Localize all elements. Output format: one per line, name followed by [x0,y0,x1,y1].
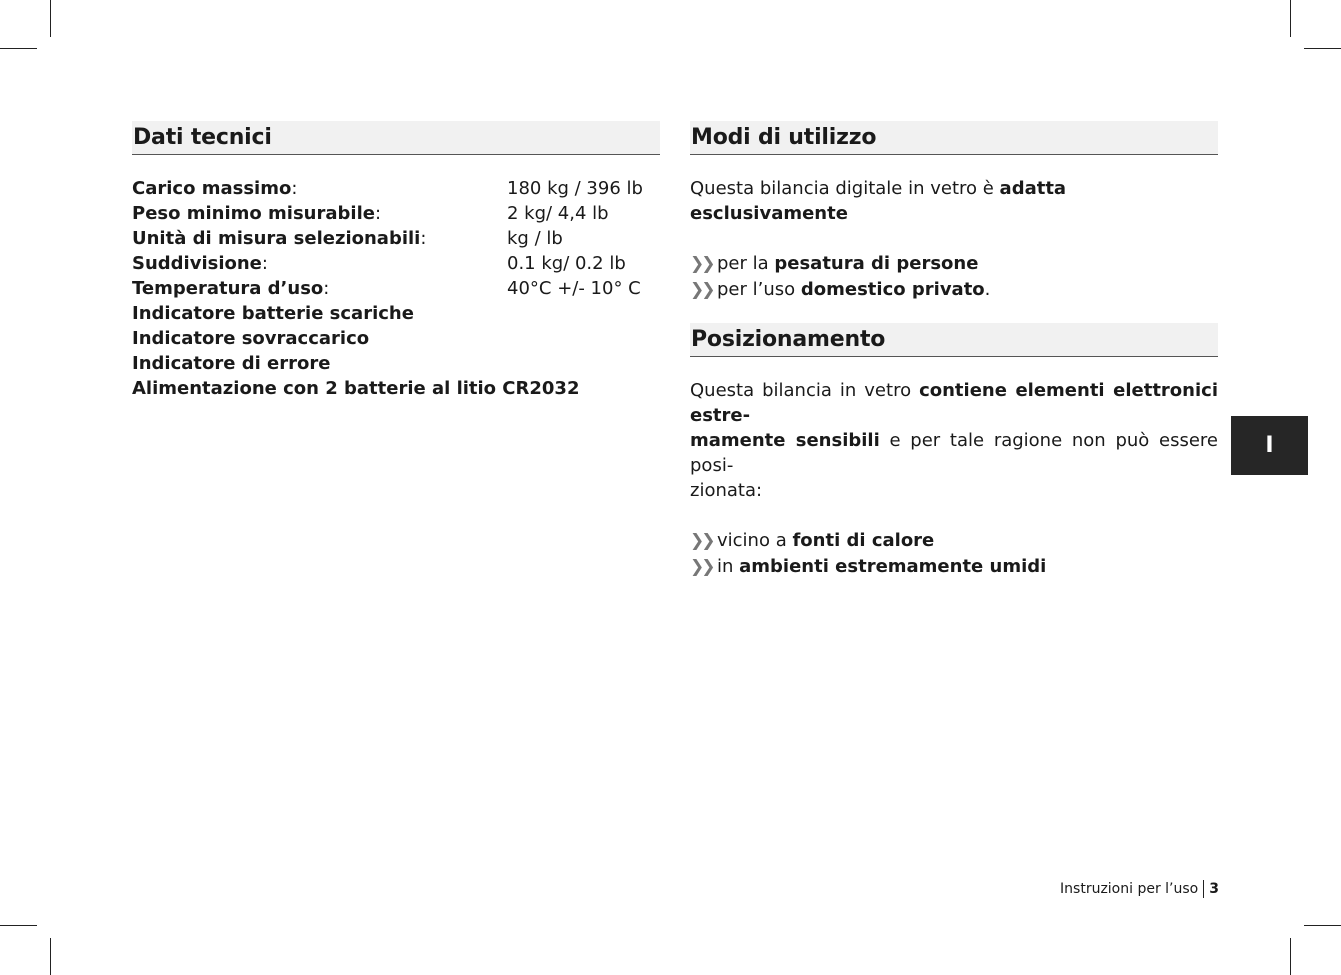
spec-label: Peso minimo misurabile [132,203,375,224]
list-item: ❯❯ per l’uso domestico privato. [690,277,1218,303]
spec-row [132,376,660,401]
usage-bullet-list [690,251,1218,303]
crop-mark [0,48,37,49]
usage-intro: Questa bilancia digitale in vetro è adatta esclusivamente [690,178,1067,224]
spec-label: Suddivisione [132,253,262,274]
page-footer [1060,879,1219,899]
language-tab: I [1231,416,1308,475]
spec-label: Indicatore sovraccarico [132,328,370,349]
spec-colon: : [291,178,298,199]
double-chevron-icon: ❯❯ [690,280,713,300]
crop-mark [50,938,51,975]
crop-mark [1290,0,1291,37]
crop-mark [1290,938,1291,975]
crop-mark [1304,925,1341,926]
list-item: ❯❯ vicino a fonti di calore [690,528,1218,554]
section-title-positioning: Posizionamento [690,323,1218,357]
usage-section [690,121,1218,580]
spec-label: Unità di misura selezionabili [132,228,421,249]
spec-row [132,326,660,351]
spec-row [132,351,660,376]
crop-mark [0,925,37,926]
positioning-paragraph: Questa bilancia in vetro contiene elementi elettronici estre- mamente sensibili e per tale ragione non può essere posi- zionata: [690,380,1218,501]
spec-row [132,276,660,301]
spec-table [132,176,660,401]
spec-row [132,301,660,326]
page-number: 3 [1209,881,1219,897]
spec-colon: : [323,278,330,299]
crop-mark [50,0,51,37]
spec-row [132,201,660,226]
spec-colon: : [420,228,427,249]
spec-value: 40°C +/- 10° C [507,278,641,299]
positioning-bullet-list [690,528,1218,580]
spec-value: 180 kg / 396 lb [507,178,643,199]
spec-colon: : [374,203,382,224]
spec-value: kg / lb [507,228,563,249]
spec-row [132,251,660,276]
double-chevron-icon: ❯❯ [690,557,713,577]
list-item: ❯❯ per la pesatura di persone [690,251,1218,277]
spec-label: Indicatore di errore [132,353,331,374]
spec-label: Indicatore batterie scariche [132,303,414,324]
footer-divider [1203,880,1204,898]
spec-label: Alimentazione con 2 batterie al litio CR2032 [132,378,580,399]
spec-row [132,226,660,251]
section-title-technical-data: Dati tecnici [132,121,660,155]
spec-value: 0.1 kg/ 0.2 lb [507,253,626,274]
technical-data-section [132,121,660,401]
double-chevron-icon: ❯❯ [690,254,713,274]
spec-value: 2 kg/ 4,4 lb [507,203,609,224]
footer-text: Instruzioni per l’uso [1060,881,1199,897]
spec-row [132,176,660,201]
spec-label: Temperatura d’uso [132,278,324,299]
spec-label: Carico massimo [132,178,292,199]
section-title-usage: Modi di utilizzo [690,121,1218,155]
list-item: ❯❯ in ambienti estremamente umidi [690,554,1218,580]
double-chevron-icon: ❯❯ [690,531,713,551]
spec-colon: : [261,253,268,274]
crop-mark [1304,48,1341,49]
